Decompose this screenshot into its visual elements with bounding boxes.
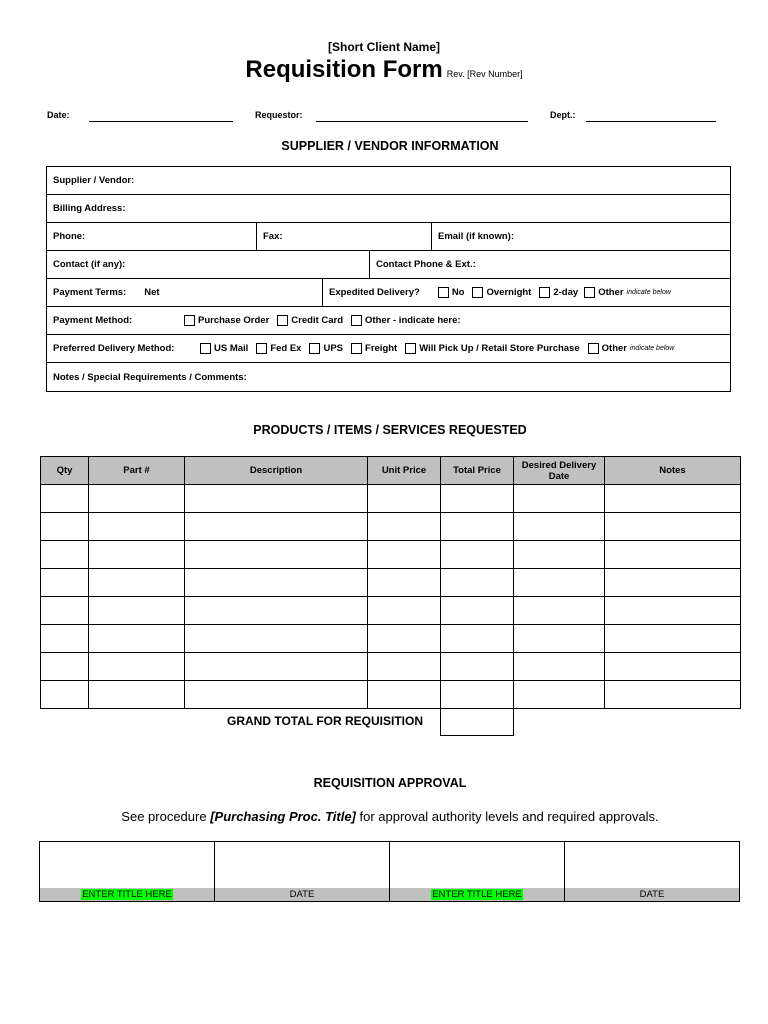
table-cell[interactable]	[514, 597, 605, 625]
expedited-option-no[interactable]	[438, 287, 465, 298]
table-row	[41, 541, 741, 569]
requestor-field[interactable]	[316, 121, 528, 122]
delivery-option-ups[interactable]	[309, 343, 343, 354]
col-header-delivery-date: Desired Delivery Date	[514, 457, 605, 485]
table-cell[interactable]	[605, 569, 741, 597]
option-label: 2-day	[553, 287, 579, 298]
delivery-method-row	[47, 335, 730, 363]
checkbox-icon[interactable]	[256, 343, 267, 354]
date-label-2: DATE	[639, 889, 665, 900]
table-cell[interactable]	[185, 625, 368, 653]
notes-field[interactable]	[47, 363, 730, 391]
delivery-method-field	[47, 335, 730, 362]
table-cell[interactable]	[368, 653, 441, 681]
signature-footer	[40, 888, 214, 901]
table-cell[interactable]	[185, 513, 368, 541]
approval-section-heading: REQUISITION APPROVAL	[313, 776, 467, 790]
table-cell[interactable]	[368, 485, 441, 513]
payment-terms-value: Net	[144, 287, 160, 298]
table-cell[interactable]	[185, 541, 368, 569]
table-cell[interactable]	[514, 653, 605, 681]
delivery-option-us-mail[interactable]	[200, 343, 248, 354]
supplier-label: Supplier / Vendor:	[53, 175, 135, 186]
title-placeholder-2: ENTER TITLE HERE	[432, 889, 522, 900]
title-row	[0, 56, 768, 84]
table-cell[interactable]	[41, 569, 89, 597]
table-cell[interactable]	[441, 485, 514, 513]
col-header-qty: Qty	[41, 457, 89, 485]
signature-space[interactable]	[215, 842, 389, 888]
table-cell[interactable]	[368, 541, 441, 569]
table-cell[interactable]	[605, 681, 741, 709]
table-row	[41, 681, 741, 709]
table-cell[interactable]	[89, 569, 185, 597]
table-cell[interactable]	[185, 485, 368, 513]
payment-method-field	[47, 307, 730, 334]
email-label: Email (if known):	[438, 231, 514, 242]
option-label: Other	[601, 343, 627, 354]
table-cell[interactable]	[514, 541, 605, 569]
table-cell[interactable]	[368, 569, 441, 597]
checkbox-icon[interactable]	[277, 315, 288, 326]
expedited-option-2day[interactable]	[539, 287, 578, 298]
phone-row	[47, 223, 730, 251]
option-label: UPS	[323, 343, 344, 354]
products-section-heading: PRODUCTS / ITEMS / SERVICES REQUESTED	[253, 423, 527, 437]
fax-field[interactable]	[256, 223, 431, 250]
dept-field[interactable]	[586, 121, 716, 122]
table-cell[interactable]	[41, 625, 89, 653]
expedited-delivery-field	[322, 279, 730, 306]
table-cell[interactable]	[605, 541, 741, 569]
table-row	[41, 513, 741, 541]
table-cell[interactable]	[441, 541, 514, 569]
checkbox-icon[interactable]	[200, 343, 211, 354]
checkbox-icon[interactable]	[472, 287, 483, 298]
table-cell[interactable]	[89, 513, 185, 541]
table-cell[interactable]	[41, 485, 89, 513]
payment-method-label: Payment Method:	[53, 315, 133, 326]
delivery-option-pickup[interactable]	[405, 343, 579, 354]
phone-field[interactable]	[47, 223, 256, 250]
fax-label: Fax:	[263, 231, 283, 242]
table-cell[interactable]	[89, 625, 185, 653]
table-row	[41, 625, 741, 653]
checkbox-icon[interactable]	[405, 343, 416, 354]
table-cell[interactable]	[605, 653, 741, 681]
indicate-below-note: indicate below	[626, 289, 671, 296]
signature-cell-title-1[interactable]	[40, 842, 214, 901]
grand-total-field[interactable]	[440, 707, 514, 736]
approval-note	[0, 809, 768, 824]
billing-label: Billing Address:	[53, 203, 126, 214]
date-label-1: DATE	[289, 889, 315, 900]
table-cell[interactable]	[514, 681, 605, 709]
table-cell[interactable]	[89, 485, 185, 513]
table-cell[interactable]	[441, 653, 514, 681]
col-header-description: Description	[185, 457, 368, 485]
billing-row	[47, 195, 730, 223]
signature-footer	[565, 888, 739, 901]
table-cell[interactable]	[185, 569, 368, 597]
supplier-field[interactable]	[47, 167, 730, 194]
table-cell[interactable]	[441, 569, 514, 597]
table-cell[interactable]	[514, 625, 605, 653]
contact-row	[47, 251, 730, 279]
checkbox-icon[interactable]	[351, 343, 362, 354]
checkbox-icon[interactable]	[184, 315, 195, 326]
table-cell[interactable]	[89, 681, 185, 709]
vendor-info-box	[46, 166, 731, 392]
table-cell[interactable]	[89, 541, 185, 569]
items-header-row	[41, 457, 741, 485]
table-cell[interactable]	[185, 653, 368, 681]
requestor-label: Requestor:	[255, 110, 303, 120]
expedited-option-overnight[interactable]	[472, 287, 531, 298]
signature-space[interactable]	[40, 842, 214, 888]
table-cell[interactable]	[89, 597, 185, 625]
phone-label: Phone:	[53, 231, 86, 242]
email-field[interactable]	[431, 223, 730, 250]
checkbox-icon[interactable]	[584, 287, 595, 298]
contact-phone-field[interactable]	[369, 251, 730, 278]
checkbox-icon[interactable]	[438, 287, 449, 298]
col-header-total-price: Total Price	[441, 457, 514, 485]
items-table	[40, 456, 741, 709]
checkbox-icon[interactable]	[588, 343, 599, 354]
indicate-below-note: indicate below	[629, 345, 675, 352]
expedited-label: Expedited Delivery?	[329, 287, 420, 298]
payment-method-row	[47, 307, 730, 335]
signature-cell-date-2[interactable]	[564, 842, 739, 901]
billing-field[interactable]	[47, 195, 730, 222]
signature-footer	[215, 888, 389, 901]
expedited-option-other[interactable]	[584, 287, 671, 298]
table-cell[interactable]	[368, 513, 441, 541]
delivery-option-freight[interactable]	[351, 343, 397, 354]
table-cell[interactable]	[185, 681, 368, 709]
table-cell[interactable]	[185, 597, 368, 625]
signature-cell-date-1[interactable]	[214, 842, 389, 901]
form-title: Requisition Form	[245, 56, 443, 83]
delivery-option-fedex[interactable]	[256, 343, 301, 354]
title-placeholder-1: ENTER TITLE HERE	[82, 889, 172, 900]
signature-space[interactable]	[565, 842, 739, 888]
table-cell[interactable]	[41, 541, 89, 569]
option-label: Other - indicate here:	[365, 315, 461, 326]
payment-option-other[interactable]	[351, 315, 461, 326]
procedure-title: [Purchasing Proc. Title]	[210, 809, 356, 824]
table-cell[interactable]	[368, 625, 441, 653]
option-label: Overnight	[486, 287, 532, 298]
dept-label: Dept.:	[550, 110, 576, 120]
checkbox-icon[interactable]	[309, 343, 320, 354]
option-label: No	[451, 287, 465, 298]
table-cell[interactable]	[441, 597, 514, 625]
payment-terms-field[interactable]	[47, 279, 322, 306]
date-field[interactable]	[89, 121, 233, 122]
approval-note-prefix: See procedure	[121, 809, 211, 824]
table-cell[interactable]	[441, 681, 514, 709]
approval-note-suffix: for approval authority levels and required approvals.	[355, 809, 659, 824]
table-cell[interactable]	[41, 513, 89, 541]
col-header-notes: Notes	[605, 457, 741, 485]
notes-label: Notes / Special Requirements / Comments:	[53, 371, 247, 383]
table-cell[interactable]	[41, 653, 89, 681]
delivery-method-label: Preferred Delivery Method:	[53, 343, 175, 354]
option-label: Will Pick Up / Retail Store Purchase	[419, 343, 580, 354]
payment-terms-label: Payment Terms:	[53, 287, 127, 298]
supplier-row	[47, 167, 730, 195]
signature-footer	[390, 888, 564, 901]
col-header-unit-price: Unit Price	[368, 457, 441, 485]
checkbox-icon[interactable]	[351, 315, 362, 326]
payment-option-po[interactable]	[184, 315, 269, 326]
table-cell[interactable]	[41, 597, 89, 625]
table-cell[interactable]	[368, 681, 441, 709]
table-cell[interactable]	[605, 485, 741, 513]
delivery-option-other[interactable]	[588, 343, 675, 354]
table-row	[41, 653, 741, 681]
notes-row	[47, 363, 730, 391]
payment-terms-row	[47, 279, 730, 307]
option-label: Credit Card	[291, 315, 344, 326]
option-label: Freight	[365, 343, 398, 354]
table-cell[interactable]	[605, 625, 741, 653]
col-header-part: Part #	[89, 457, 185, 485]
table-row	[41, 485, 741, 513]
signature-block	[39, 841, 740, 902]
contact-field[interactable]	[47, 251, 369, 278]
table-cell[interactable]	[514, 513, 605, 541]
contact-label: Contact (if any):	[53, 259, 126, 270]
table-cell[interactable]	[605, 513, 741, 541]
option-label: Purchase Order	[198, 315, 270, 326]
date-label: Date:	[47, 110, 70, 120]
signature-cell-title-2[interactable]	[389, 842, 564, 901]
option-label: Fed Ex	[270, 343, 302, 354]
table-cell[interactable]	[441, 625, 514, 653]
payment-option-credit-card[interactable]	[277, 315, 343, 326]
contact-phone-label: Contact Phone & Ext.:	[376, 259, 476, 270]
table-row	[41, 597, 741, 625]
table-row	[41, 569, 741, 597]
option-label: US Mail	[214, 343, 249, 354]
table-cell[interactable]	[89, 653, 185, 681]
table-cell[interactable]	[368, 597, 441, 625]
signature-space[interactable]	[390, 842, 564, 888]
client-name: [Short Client Name]	[327, 40, 440, 54]
table-cell[interactable]	[41, 681, 89, 709]
table-cell[interactable]	[514, 569, 605, 597]
table-cell[interactable]	[605, 597, 741, 625]
table-cell[interactable]	[441, 513, 514, 541]
option-label: Other	[598, 287, 624, 298]
revision-label: Rev. [Rev Number]	[446, 69, 523, 79]
vendor-section-heading: SUPPLIER / VENDOR INFORMATION	[281, 139, 499, 153]
table-cell[interactable]	[514, 485, 605, 513]
checkbox-icon[interactable]	[539, 287, 550, 298]
grand-total-label: GRAND TOTAL FOR REQUISITION	[227, 714, 424, 728]
